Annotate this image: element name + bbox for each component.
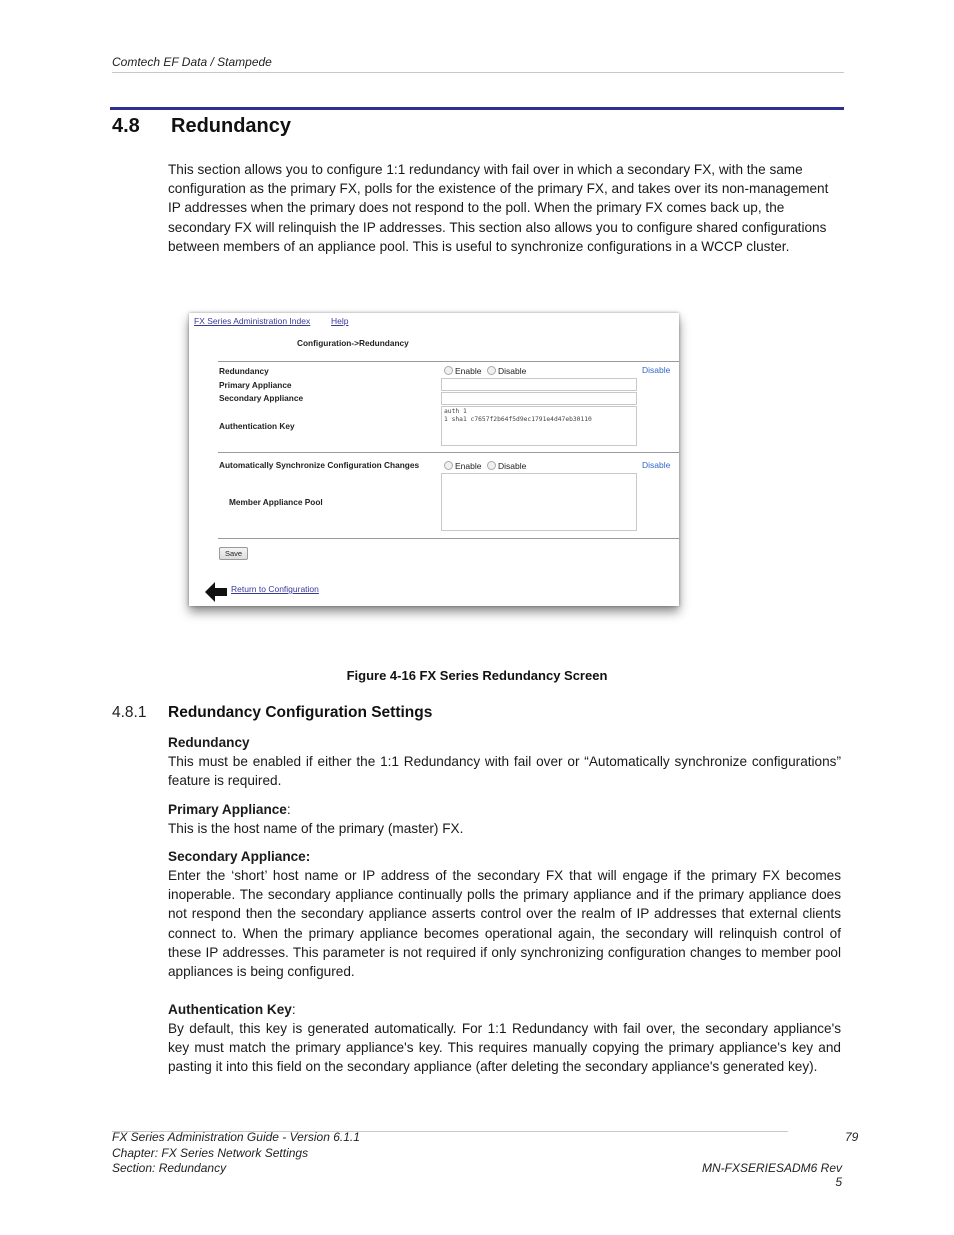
primary-appliance-heading bbox=[168, 800, 841, 819]
redundancy-screenshot bbox=[189, 313, 679, 606]
radio-icon bbox=[487, 461, 496, 470]
divider-middle bbox=[218, 452, 679, 453]
authentication-key-label: Authentication Key bbox=[219, 421, 295, 431]
sync-disable-radio[interactable] bbox=[487, 461, 526, 471]
document-id: MN-FXSERIESADM6 Rev 5 bbox=[701, 1161, 842, 1189]
return-to-configuration-link[interactable]: Return to Configuration bbox=[231, 584, 319, 594]
section-rule bbox=[110, 107, 844, 110]
header-rule bbox=[112, 72, 844, 73]
radio-label: Enable bbox=[455, 366, 482, 376]
primary-colon: : bbox=[286, 802, 291, 817]
secondary-appliance-label: Secondary Appliance bbox=[219, 393, 304, 403]
redundancy-term: Redundancy bbox=[168, 735, 250, 750]
redundancy-status: Disable bbox=[642, 365, 671, 375]
member-pool-label: Member Appliance Pool bbox=[229, 497, 323, 507]
nav-admin-index-link[interactable]: FX Series Administration Index bbox=[194, 316, 311, 326]
subsection-title: Redundancy Configuration Settings bbox=[168, 704, 433, 721]
divider-bottom bbox=[218, 538, 679, 539]
secondary-appliance-description: Enter the ‘short’ host name or IP address of the secondary FX that will engage if the primary FX becomes inoperable. The secondary appliance continually polls the primary appliance and if the primary appliance does not respond then the secondary appliance asserts control over the realm of IP addresses that external clients connect to. When the primary appliance becomes operational again, the secondary will relinquish control of these IP addresses. This parameter is not required if only synchronizing configuration changes to member pool appliances is being configured. bbox=[168, 868, 841, 980]
section-number: 4.8 bbox=[112, 115, 140, 137]
intro-paragraph: This section allows you to configure 1:1 redundancy with fail over in which a secondary FX, with the same configuration as the primary FX, polls for the existence of the primary FX, and takes over its non-management IP addresses when the primary does not respond to the poll. When the primary FX comes back up, the secondary FX will relinquish the IP addresses. This section also allows you to configure shared configurations between members of an appliance pool. This is useful to synchronize configurations in a WCCP cluster. bbox=[168, 162, 829, 254]
radio-label: Disable bbox=[498, 461, 527, 471]
member-pool-textarea[interactable] bbox=[441, 473, 637, 531]
primary-appliance-term: Primary Appliance bbox=[168, 802, 287, 817]
redundancy-disable-radio[interactable] bbox=[487, 366, 526, 376]
section-title: Redundancy bbox=[171, 115, 292, 137]
save-button[interactable]: Save bbox=[219, 547, 248, 560]
radio-label: Enable bbox=[455, 461, 482, 471]
secondary-appliance-input[interactable] bbox=[441, 392, 637, 405]
redundancy-description: This must be enabled if either the 1:1 Redundancy with fail over or “Automatically synchronize configurations” feature is required. bbox=[168, 754, 841, 789]
authentication-key-term: Authentication Key bbox=[168, 1002, 292, 1017]
footer-section: Section: Redundancy bbox=[112, 1161, 227, 1175]
radio-icon bbox=[444, 366, 453, 375]
radio-icon bbox=[487, 366, 496, 375]
authentication-key-textarea[interactable] bbox=[441, 406, 637, 446]
secondary-appliance-term: Secondary Appliance: bbox=[168, 849, 311, 864]
sync-enable-radio[interactable] bbox=[444, 461, 481, 471]
back-arrow-icon[interactable] bbox=[205, 581, 227, 603]
breadcrumb: Configuration->Redundancy bbox=[297, 338, 409, 348]
subsection-number: 4.8.1 bbox=[112, 704, 147, 721]
figure-caption: Figure 4-16 FX Series Redundancy Screen bbox=[346, 668, 608, 683]
redundancy-enable-radio[interactable] bbox=[444, 366, 481, 376]
nav-help-link[interactable]: Help bbox=[331, 316, 349, 326]
authentication-key-description: By default, this key is generated automatically. For 1:1 Redundancy with fail over, the secondary appliance's key must match the primary appliance's key. This requires manually copying the primary appliance's key and pasting it into this field on the secondary appliance (after deleting the secondary appliance's generated key). bbox=[168, 1021, 841, 1075]
running-header: Comtech EF Data / Stampede bbox=[112, 55, 272, 69]
radio-icon bbox=[444, 461, 453, 470]
radio-label: Disable bbox=[498, 366, 527, 376]
authentication-key-heading bbox=[168, 1000, 841, 1019]
auth-line-2: 1 sha1 c7657f2b64f5d9ec1791e4d47eb30110 bbox=[444, 416, 592, 423]
footer-guide: FX Series Administration Guide - Version 6.1.1 bbox=[112, 1130, 360, 1144]
redundancy-label: Redundancy bbox=[219, 366, 269, 376]
footer-chapter: Chapter: FX Series Network Settings bbox=[112, 1146, 309, 1160]
divider-top bbox=[218, 361, 679, 362]
primary-appliance-description: This is the host name of the primary (master) FX. bbox=[168, 821, 464, 836]
primary-appliance-input[interactable] bbox=[441, 378, 637, 391]
auth-line-1: auth 1 bbox=[444, 408, 467, 415]
page-number: 79 bbox=[845, 1130, 859, 1144]
sync-status: Disable bbox=[642, 460, 671, 470]
primary-appliance-label: Primary Appliance bbox=[219, 380, 292, 390]
auto-sync-label: Automatically Synchronize Configuration Changes bbox=[219, 460, 420, 470]
auth-colon: : bbox=[291, 1002, 296, 1017]
